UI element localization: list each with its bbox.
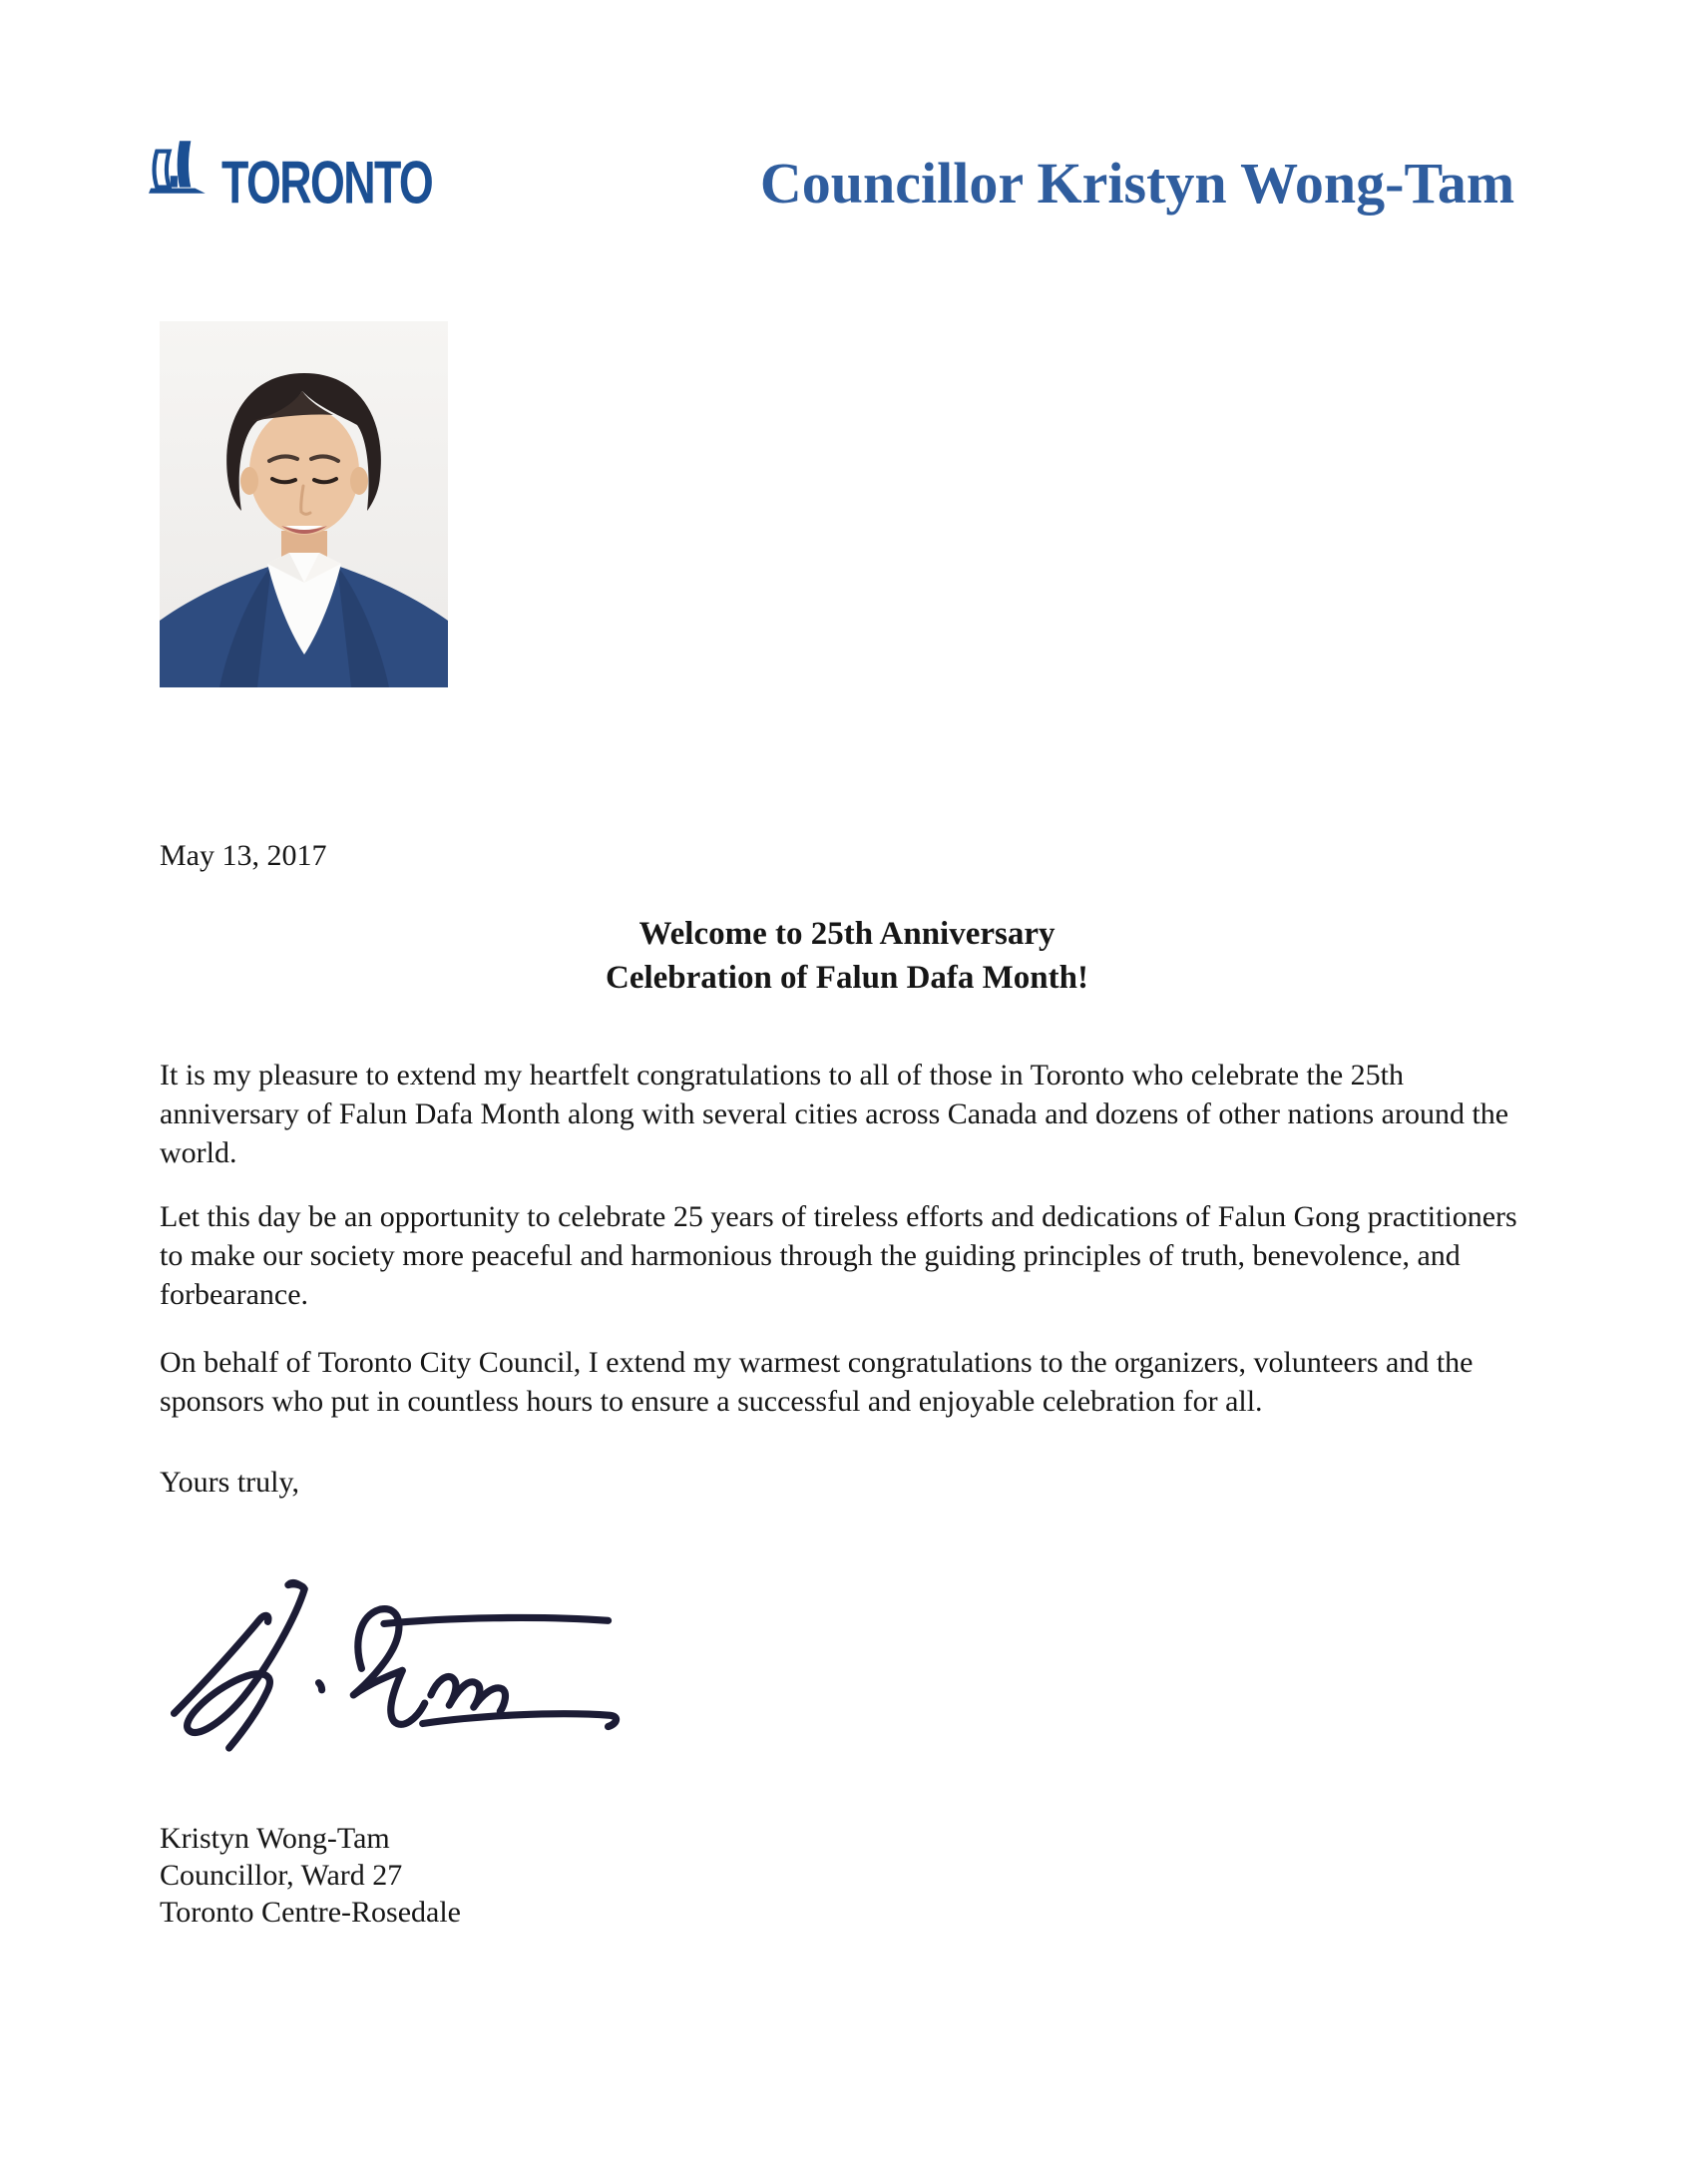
letter-date: May 13, 2017 (160, 839, 327, 872)
letter-paragraph: Let this day be an opportunity to celebrate 25 years of tireless efforts and dedications of Falun Gong practitioners to make our society more peaceful and harmonious through the guiding principles of truth, benevolence, and forbearance. (160, 1200, 1517, 1311)
toronto-logo (148, 135, 485, 215)
letter-paragraph: On behalf of Toronto City Council, I extend my warmest congratulations to the organizers, volunteers and the sponsors who put in countless hours to ensure a successful and enjoyable celebration for all. (160, 1346, 1474, 1418)
signer-name: Kristyn Wong-Tam (160, 1822, 390, 1855)
letter-heading (160, 912, 1534, 1000)
councillor-portrait-photo (160, 321, 448, 687)
signature-name-block (160, 1820, 461, 1931)
letter-heading-line1: Welcome to 25th Anniversary (638, 916, 1055, 952)
signer-ward: Toronto Centre-Rosedale (160, 1896, 461, 1929)
signer-title: Councillor, Ward 27 (160, 1859, 403, 1892)
letter-heading-line2: Celebration of Falun Dafa Month! (606, 960, 1088, 996)
toronto-city-hall-icon (148, 135, 213, 215)
letter-paragraph: It is my pleasure to extend my heartfelt congratulations to all of those in Toronto who celebrate the 25th anniversary of Falun Dafa Month along with several cities across Canada and dozens of other nations around the world. (160, 1059, 1509, 1169)
page-title-councillor-name: Councillor Kristyn Wong-Tam (759, 151, 1515, 216)
letter-closing: Yours truly, (160, 1466, 300, 1499)
handwritten-signature-image (150, 1568, 629, 1783)
toronto-logo-wordmark: TORONTO (221, 148, 433, 217)
